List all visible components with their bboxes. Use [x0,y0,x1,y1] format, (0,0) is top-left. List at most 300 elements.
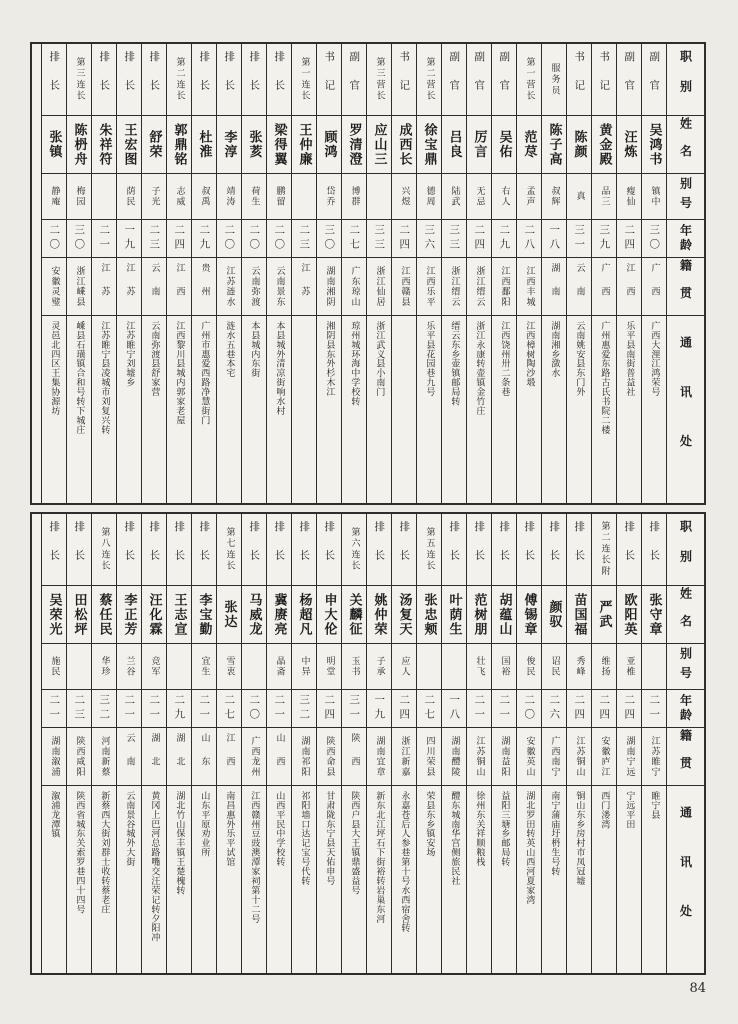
age-text: 三二 [298,694,311,723]
age-text: 二〇 [523,694,536,723]
position-text: 排长 [323,521,336,578]
age-cell [617,690,641,728]
alias-cell [267,644,291,690]
roster-column [341,514,366,973]
row-header-label: 年龄 [678,694,693,723]
name-text: 蔡任民 [96,592,112,637]
origin-cell [517,258,541,316]
age-text: 二七 [423,694,436,723]
address-cell [392,316,416,503]
roster-column [566,44,591,503]
address-text: 陕西省城东关索罗巷四十四号 [74,791,85,914]
name-text: 欧阳英 [621,592,637,637]
name-cell [642,586,666,644]
position-text: 第三营长 [374,57,385,102]
position-text: 书记 [573,51,586,108]
age-text: 二九 [498,224,511,253]
position-text: 排长 [573,521,586,578]
name-cell [642,116,666,174]
position-cell [492,44,516,116]
name-text: 应山三 [371,122,387,167]
origin-cell [517,728,541,786]
origin-text: 浙江嵊县 [74,265,85,308]
position-cell [42,44,66,116]
address-text: 湖北竹山保丰镇王楚槐转 [174,791,185,895]
name-text: 汪化霖 [146,592,162,637]
position-text: 排长 [173,521,186,578]
name-text: 郭鼎铭 [171,122,187,167]
name-text: 张镇 [46,129,62,160]
name-text: 陈颜 [571,129,587,160]
address-cell [442,786,466,973]
position-text: 副官 [348,51,361,108]
address-cell [467,786,491,973]
roster-column [441,44,466,503]
age-cell [92,690,116,728]
position-text: 排长 [148,51,161,108]
alias-cell [567,174,591,220]
name-cell [292,586,316,644]
address-cell [167,316,191,503]
roster-column [316,44,341,503]
address-cell [367,786,391,973]
position-cell [167,44,191,116]
position-cell [192,514,216,586]
age-cell [542,220,566,258]
alias-cell [392,174,416,220]
address-text: 宁远平田 [624,791,635,829]
age-cell [67,690,91,728]
name-cell [142,586,166,644]
position-cell [367,514,391,586]
position-text: 副官 [648,51,661,108]
address-text: 云南弥渡县舒家营 [149,321,160,397]
address-text: 陕西户县大王镇鼎盛益号 [349,791,360,895]
row-header-address [667,786,704,973]
origin-cell [542,258,566,316]
origin-text: 四川荣县 [424,735,435,778]
address-text: 缙云东乡壶镇邮局转 [449,321,460,407]
origin-cell [167,728,191,786]
alias-cell [617,174,641,220]
roster-column [191,44,216,503]
row-header-position [667,44,704,116]
row-header-label: 籍贯 [678,258,693,315]
age-cell [192,220,216,258]
name-text: 杜淮 [196,129,212,160]
origin-cell [192,728,216,786]
origin-text: 山东 [199,733,210,780]
name-text: 傅锡章 [521,592,537,637]
name-text: 张守章 [646,592,662,637]
alias-cell [242,174,266,220]
origin-cell [67,728,91,786]
address-cell [342,316,366,503]
age-cell [442,220,466,258]
name-text: 王志宣 [171,592,187,637]
roster-tables [30,42,706,975]
age-cell [392,690,416,728]
page-number: 84 [689,981,706,996]
age-text: 三〇 [648,224,661,253]
alias-cell [242,644,266,690]
origin-cell [142,258,166,316]
origin-cell [467,258,491,316]
age-cell [492,220,516,258]
alias-cell [67,644,91,690]
roster-column [316,514,341,973]
age-text: 二三 [298,224,311,253]
row-header-age [667,220,704,258]
address-text: 浙江武义县小南门 [374,321,385,397]
address-cell [317,786,341,973]
roster-column [41,514,66,973]
age-text: 三一 [573,224,586,253]
alias-text: 右人 [499,185,510,208]
origin-cell [417,728,441,786]
alias-cell [542,174,566,220]
alias-cell [517,174,541,220]
alias-cell [267,174,291,220]
address-text: 灵邑北四区王集协源坊 [49,321,60,416]
position-cell [642,44,666,116]
position-cell [67,44,91,116]
roster-column [116,44,141,503]
origin-text: 湖南 [549,263,560,310]
name-cell [367,116,391,174]
address-cell [467,316,491,503]
origin-text: 山西 [274,733,285,780]
roster-table-bottom [30,512,706,975]
origin-text: 湖北 [174,733,185,780]
origin-cell [392,728,416,786]
address-cell [117,316,141,503]
age-text: 一八 [548,224,561,253]
age-text: 二一 [648,694,661,723]
origin-cell [442,728,466,786]
origin-cell [342,728,366,786]
name-cell [467,586,491,644]
alias-text: 兴煜 [399,185,410,208]
origin-cell [292,728,316,786]
origin-text: 浙江缙云 [449,265,460,308]
origin-text: 江西 [624,263,635,310]
position-text: 服务员 [549,62,560,97]
name-text: 冀赓亮 [271,592,287,637]
position-cell [442,44,466,116]
age-cell [217,220,241,258]
position-cell [342,44,366,116]
alias-text: 叔禹 [199,185,210,208]
alias-text: 雪衷 [224,655,235,678]
name-text: 舒荣 [146,129,162,160]
roster-column [191,514,216,973]
address-text: 琼州城环海中学校转 [349,321,360,407]
address-cell [367,316,391,503]
alias-text: 华珍 [99,655,110,678]
alias-text: 中异 [299,655,310,678]
alias-text: 德周 [424,185,435,208]
name-text: 范荩 [521,129,537,160]
alias-cell [217,174,241,220]
age-text: 二〇 [223,224,236,253]
address-cell [42,786,66,973]
origin-text: 安徽灵璧 [49,265,60,308]
alias-text: 靖涛 [224,185,235,208]
roster-column [566,514,591,973]
origin-cell [642,728,666,786]
origin-cell [217,258,241,316]
origin-cell [42,258,66,316]
alias-text: 叔辉 [549,185,560,208]
alias-cell [192,644,216,690]
roster-column [441,514,466,973]
age-text: 一九 [123,224,136,253]
alias-text: 壮飞 [474,655,485,678]
age-text: 二〇 [248,224,261,253]
origin-text: 湖南醴陵 [449,735,460,778]
name-cell [492,586,516,644]
name-cell [142,116,166,174]
name-cell [442,116,466,174]
name-cell [417,116,441,174]
origin-text: 湖南宁远 [624,735,635,778]
address-text: 新蔡西大街刘群士收转蔡老庄 [99,791,110,914]
address-cell [117,786,141,973]
position-text: 第七连长 [224,527,235,572]
age-cell [392,220,416,258]
name-text: 田松坪 [71,592,87,637]
address-cell [617,786,641,973]
position-cell [192,44,216,116]
address-cell [267,316,291,503]
alias-text: 应人 [399,655,410,678]
age-cell [567,690,591,728]
address-text: 嵊县石璜镇合和号转下城庄 [74,321,85,435]
position-cell [242,514,266,586]
alias-cell [492,174,516,220]
address-cell [592,316,616,503]
origin-cell [367,728,391,786]
origin-text: 广西 [599,263,610,310]
name-text: 汤复天 [396,592,412,637]
roster-column [416,44,441,503]
age-cell [192,690,216,728]
origin-cell [317,728,341,786]
position-cell [42,514,66,586]
address-cell [567,316,591,503]
address-text: 铜山东乡房村市凤冠墟 [574,791,585,886]
age-text: 一八 [448,694,461,723]
position-text: 排长 [473,521,486,578]
roster-column [241,514,266,973]
name-text: 陈子高 [546,122,562,167]
address-text: 睢宁县 [649,791,660,820]
alias-cell [642,174,666,220]
position-text: 副官 [623,51,636,108]
address-cell [517,786,541,973]
row-header-alias [667,644,704,690]
origin-text: 江西丰城 [524,265,535,308]
name-cell [192,116,216,174]
age-text: 二七 [348,224,361,253]
roster-column [416,514,441,973]
age-text: 二〇 [248,694,261,723]
origin-text: 安徽庐江 [599,735,610,778]
position-cell [492,514,516,586]
position-text: 排长 [123,51,136,108]
position-cell [592,44,616,116]
name-cell [542,116,566,174]
age-cell [117,220,141,258]
position-text: 排长 [123,521,136,578]
address-text: 祁阳墙口达记宝号代转 [299,791,310,886]
age-text: 二四 [323,694,336,723]
name-cell [442,586,466,644]
position-cell [317,44,341,116]
roster-column [91,514,116,973]
position-text: 排长 [498,521,511,578]
address-cell [417,316,441,503]
row-header-label: 姓名 [678,586,693,643]
alias-cell [167,644,191,690]
alias-text: 瘦仙 [624,185,635,208]
alias-cell [217,644,241,690]
origin-text: 江西鄱阳 [499,265,510,308]
origin-text: 河南新蔡 [99,735,110,778]
age-text: 三三 [448,224,461,253]
roster-column [366,44,391,503]
alias-cell [117,174,141,220]
name-cell [67,116,91,174]
name-cell [42,586,66,644]
address-cell [192,316,216,503]
name-text: 严武 [596,599,612,630]
position-text: 排长 [298,521,311,578]
alias-text: 宜生 [199,655,210,678]
alias-text: 国裕 [499,655,510,678]
origin-cell [492,728,516,786]
address-cell [492,786,516,973]
name-cell [392,586,416,644]
roster-column [291,514,316,973]
age-cell [42,690,66,728]
origin-cell [92,258,116,316]
age-cell [517,220,541,258]
address-cell [242,316,266,503]
position-text: 排长 [548,521,561,578]
origin-cell [67,258,91,316]
address-cell [67,786,91,973]
name-cell [267,116,291,174]
origin-text: 江西赣县 [399,265,410,308]
alias-text: 俊民 [524,655,535,678]
address-cell [92,316,116,503]
roster-column [241,44,266,503]
age-cell [267,690,291,728]
age-text: 二一 [273,694,286,723]
row-header-age [667,690,704,728]
roster-column [541,44,566,503]
name-text: 李淳 [221,129,237,160]
age-cell [367,690,391,728]
address-text: 广州惠爱东路古氏书院二楼 [599,321,610,435]
name-text: 梁得翼 [271,122,287,167]
position-text: 副官 [498,51,511,108]
age-text: 一九 [373,694,386,723]
alias-cell [642,644,666,690]
age-cell [342,690,366,728]
address-cell [567,786,591,973]
age-text: 二四 [623,224,636,253]
address-text: 云南姚安县东门外 [574,321,585,397]
origin-cell [92,728,116,786]
alias-cell [167,174,191,220]
name-cell [517,586,541,644]
address-text: 湖北罗田转英山西河夏家湾 [524,791,535,905]
origin-cell [642,258,666,316]
address-text: 新东北江坪石下街裕转岩巢东河 [374,791,385,924]
origin-cell [167,258,191,316]
roster-column [516,514,541,973]
row-header-label: 籍贯 [678,728,693,785]
age-cell [642,220,666,258]
alias-cell [42,174,66,220]
address-cell [442,316,466,503]
origin-text: 云南 [124,733,135,780]
roster-column [166,44,191,503]
name-cell [392,116,416,174]
origin-text: 湖南祁阳 [299,735,310,778]
origin-text: 浙江仙居 [374,265,385,308]
alias-cell [92,644,116,690]
name-text: 杨超凡 [296,592,312,637]
age-text: 三二 [98,694,111,723]
roster-column [41,44,66,503]
alias-cell [517,644,541,690]
origin-text: 湖北 [149,733,160,780]
age-text: 三三 [373,224,386,253]
position-cell [292,514,316,586]
roster-column [591,514,616,973]
roster-column [66,514,91,973]
alias-text: 梅园 [74,185,85,208]
origin-cell [592,258,616,316]
origin-cell [392,258,416,316]
origin-cell [317,258,341,316]
address-cell [542,786,566,973]
origin-text: 江西 [174,263,185,310]
position-cell [217,44,241,116]
name-cell [92,586,116,644]
position-cell [317,514,341,586]
position-cell [292,44,316,116]
origin-cell [242,258,266,316]
alias-text: 明堂 [324,655,335,678]
position-cell [67,514,91,586]
name-text: 张荄 [246,129,262,160]
address-text: 西门溇湾 [599,791,610,829]
address-cell [517,316,541,503]
name-text: 王宏图 [121,122,137,167]
origin-cell [567,258,591,316]
alias-cell [367,174,391,220]
origin-cell [417,258,441,316]
alias-cell [592,644,616,690]
name-text: 罗清澄 [346,122,362,167]
age-cell [242,220,266,258]
origin-cell [142,728,166,786]
